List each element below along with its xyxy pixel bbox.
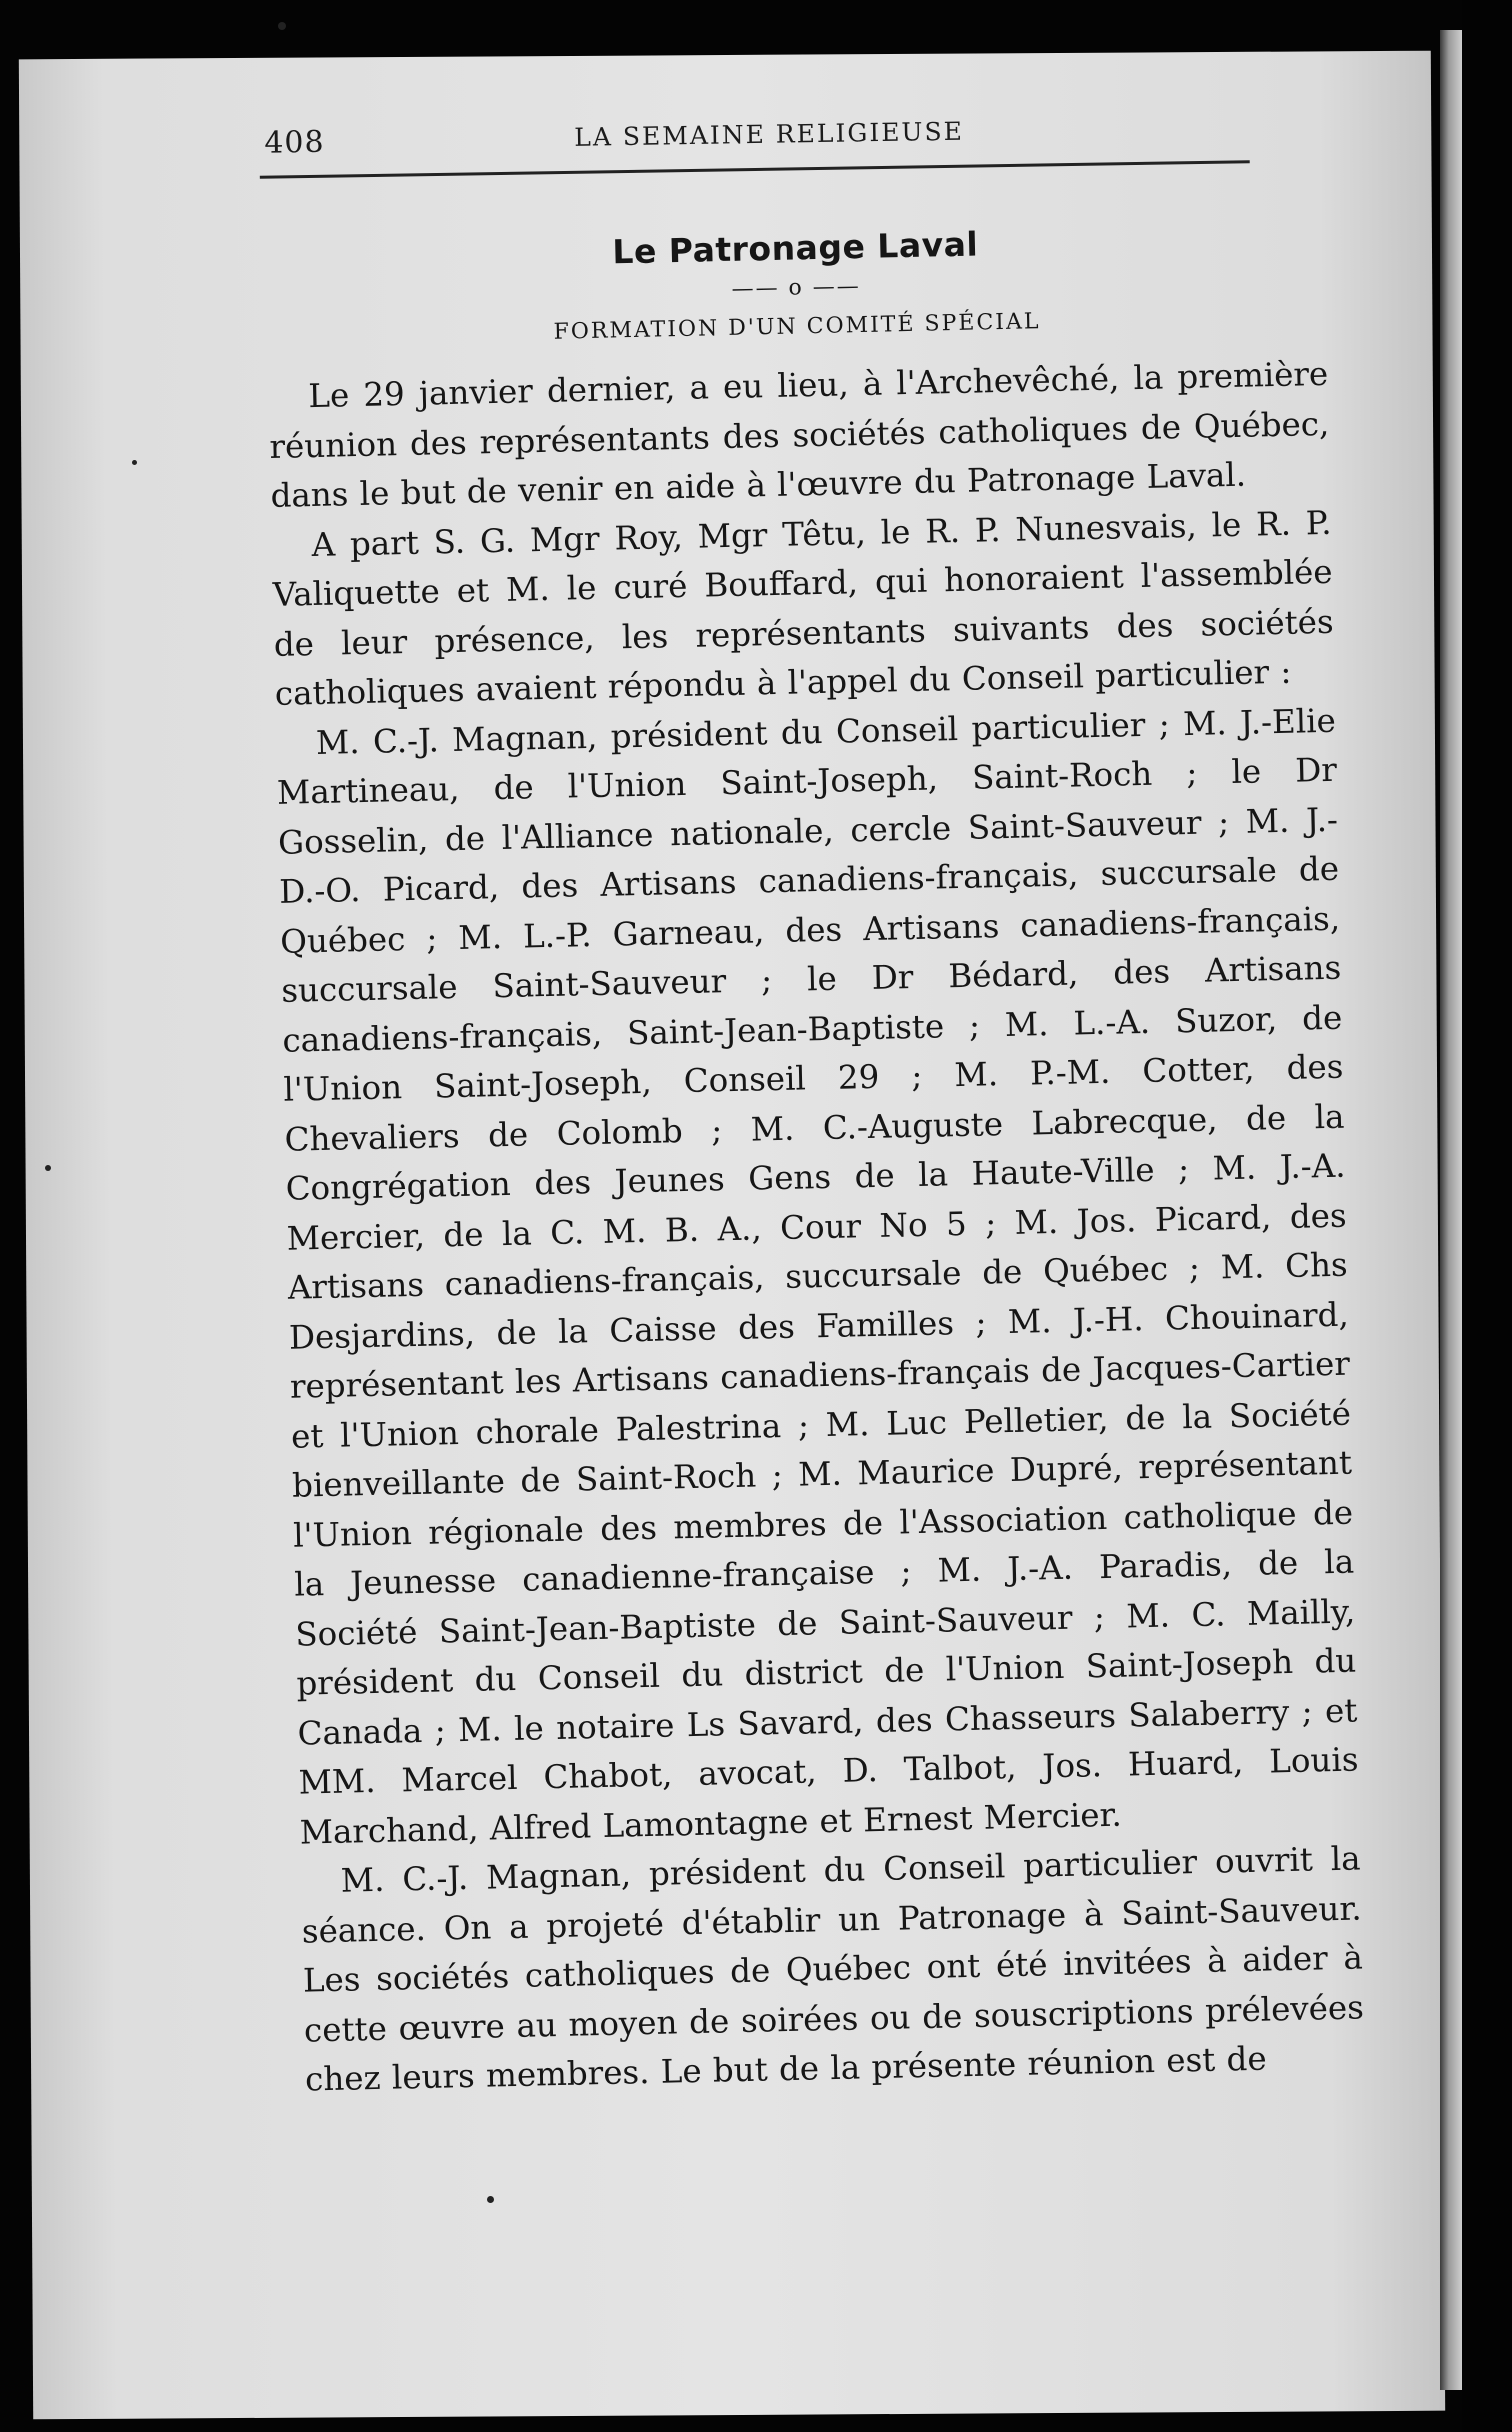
paragraph-intro: Le 29 janvier dernier, a eu lieu, à l'Archevêché, la première réunion des représentants des sociétés catholiques de Québec, dans le but de venir en aide à l'œuvre du Patronage Laval. (269, 354, 1330, 515)
paragraph-meeting-opening: M. C.-J. Magnan, président du Conseil particulier ouvrit la séance. On a projeté d'établir un Patronage à Saint-Sauveur. Les sociétés catholiques de Québec ont été invitées à aider à cette œuvre au moyen de soirées ou de souscriptions prélevées chez leurs membres. Le but de la présente réunion est de (301, 1839, 1365, 2099)
dust-speck (487, 2196, 494, 2203)
title-separator: —— o —— (731, 274, 862, 302)
article-subtitle: FORMATION D'UN COMITÉ SPÉCIAL (553, 309, 1041, 345)
page-number: 408 (264, 124, 325, 161)
dust-speck (45, 1165, 51, 1171)
dust-speck (132, 460, 137, 465)
dust-speck (278, 22, 286, 30)
scan-shadow (1462, 0, 1512, 2432)
paragraph-attendees-intro: A part S. G. Mgr Roy, Mgr Têtu, le R. P. Nunesvais, le R. P. Valiquette et M. le curé Bouffard, qui honoraient l'assemblée de leur présence, les représentants suivants des sociétés catholiques avaient répondu à l'appel du Conseil particulier : (272, 503, 1334, 713)
article-title: Le Patronage Laval (611, 224, 979, 272)
adjacent-page-edge (1440, 30, 1462, 2390)
paragraph-attendees-list: M. C.-J. Magnan, président du Conseil particulier ; M. J.-Elie Martineau, de l'Union Saint-Joseph, Saint-Roch ; le Dr Gosselin, de l'Alliance nationale, cercle Saint-Sauveur ; M. J.-D.-O. Picard, des Artisans canadiens-français, succursale de Québec ; M. L.-P. Garneau, des Artisans canadiens-français, succursale Saint-Sauveur ; le Dr Bédard, des Artisans canadiens-français, Saint-Jean-Baptiste ; M. L.-A. Suzor, de l'Union Saint-Joseph, Conseil 29 ; M. P.-M. Cotter, des Chevaliers de Colomb ; M. C.-Auguste Labrecque, de la Congrégation des Jeunes Gens de la Haute-Ville ; M. J.-A. Mercier, de la C. M. B. A., Cour No 5 ; M. Jos. Picard, des Artisans canadiens-français, succursale de Québec ; M. Chs Desjardins, de la Caisse des Familles ; M. J.-H. Chouinard, représentant les Artisans canadiens-français de Jacques-Cartier et l'Union chorale Palestrina ; M. Luc Pelletier, de la Société bienveillante de Saint-Roch ; M. Maurice Dupré, représentant l'Union régionale des membres de l'Association catholique de la Jeunesse canadienne-française ; M. J.-A. Paradis, de la Société Saint-Jean-Baptiste de Saint-Sauveur ; M. C. Mailly, président du Conseil du district de l'Union Saint-Joseph du Canada ; M. le notaire Ls Savard, des Chasseurs Salaberry ; et MM. Marcel Chabot, avocat, D. Talbot, Jos. Huard, Louis Marchand, Alfred Lamontagne et Ernest Mercier. (276, 701, 1359, 1852)
article (265, 217, 1365, 2105)
running-title: LA SEMAINE RELIGIEUSE (574, 116, 965, 152)
